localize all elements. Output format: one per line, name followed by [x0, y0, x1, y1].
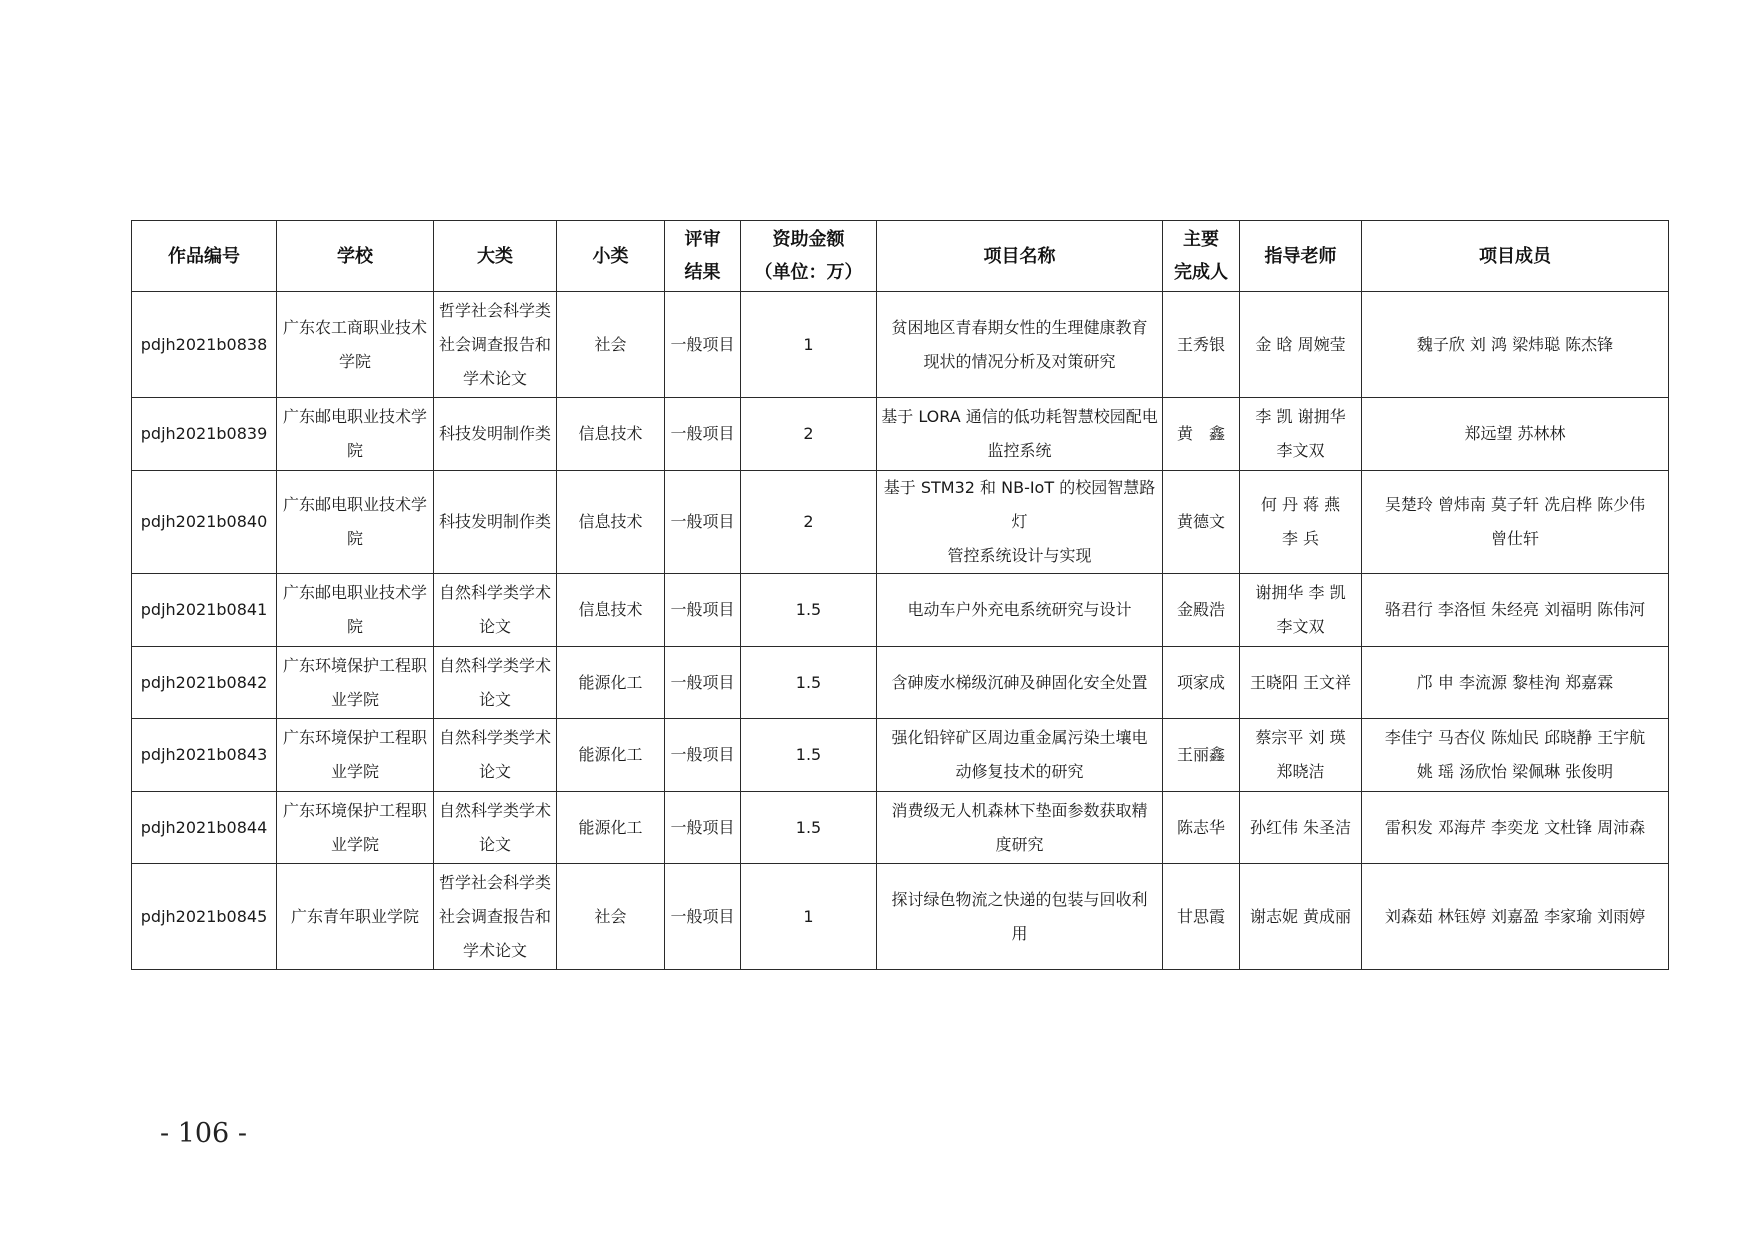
cell-amount: 1.5 [741, 719, 877, 792]
cell-category: 自然科学类学术 论文 [434, 792, 557, 864]
page-number: - 106 - [160, 1118, 247, 1149]
cell-result: 一般项目 [665, 792, 741, 864]
table-row [132, 574, 1669, 647]
cell-result: 一般项目 [665, 647, 741, 719]
header-amount: 资助金额 （单位：万） [741, 221, 877, 292]
cell-id: pdjh2021b0840 [132, 471, 277, 574]
cell-category: 科技发明制作类 [434, 398, 557, 471]
table-row [132, 792, 1669, 864]
table-header-row [132, 221, 1669, 292]
cell-result: 一般项目 [665, 864, 741, 970]
cell-id: pdjh2021b0841 [132, 574, 277, 647]
cell-result: 一般项目 [665, 719, 741, 792]
cell-result: 一般项目 [665, 574, 741, 647]
cell-result: 一般项目 [665, 398, 741, 471]
cell-members: 吴楚玲 曾炜南 莫子轩 冼启桦 陈少伟 曾仕轩 [1362, 471, 1669, 574]
header-result: 评审 结果 [665, 221, 741, 292]
cell-project: 电动车户外充电系统研究与设计 [877, 574, 1163, 647]
cell-project: 强化铅锌矿区周边重金属污染土壤电 动修复技术的研究 [877, 719, 1163, 792]
cell-leader: 王秀银 [1163, 292, 1240, 398]
cell-leader: 黄 鑫 [1163, 398, 1240, 471]
cell-subcategory: 信息技术 [557, 574, 665, 647]
cell-advisors: 谢志妮 黄成丽 [1240, 864, 1362, 970]
cell-subcategory: 能源化工 [557, 719, 665, 792]
cell-advisors: 李 凯 谢拥华 李文双 [1240, 398, 1362, 471]
cell-school: 广东青年职业学院 [277, 864, 434, 970]
cell-advisors: 何 丹 蒋 燕 李 兵 [1240, 471, 1362, 574]
cell-amount: 1 [741, 292, 877, 398]
cell-id: pdjh2021b0839 [132, 398, 277, 471]
cell-members: 李佳宁 马杏仪 陈灿民 邱晓静 王宇航 姚 瑶 汤欣怡 梁佩琳 张俊明 [1362, 719, 1669, 792]
cell-amount: 1.5 [741, 574, 877, 647]
cell-school: 广东邮电职业技术学 院 [277, 471, 434, 574]
cell-subcategory: 信息技术 [557, 471, 665, 574]
cell-members: 魏子欣 刘 鸿 梁炜聪 陈杰锋 [1362, 292, 1669, 398]
cell-amount: 1 [741, 864, 877, 970]
cell-school: 广东邮电职业技术学 院 [277, 574, 434, 647]
cell-id: pdjh2021b0842 [132, 647, 277, 719]
cell-category: 自然科学类学术 论文 [434, 574, 557, 647]
cell-members: 郑远望 苏林林 [1362, 398, 1669, 471]
cell-subcategory: 信息技术 [557, 398, 665, 471]
cell-advisors: 金 晗 周婉莹 [1240, 292, 1362, 398]
cell-advisors: 王晓阳 王文祥 [1240, 647, 1362, 719]
cell-leader: 金殿浩 [1163, 574, 1240, 647]
header-members: 项目成员 [1362, 221, 1669, 292]
cell-leader: 陈志华 [1163, 792, 1240, 864]
header-school: 学校 [277, 221, 434, 292]
cell-id: pdjh2021b0845 [132, 864, 277, 970]
header-advisors: 指导老师 [1240, 221, 1362, 292]
cell-project: 探讨绿色物流之快递的包装与回收利 用 [877, 864, 1163, 970]
project-table [131, 220, 1669, 970]
table-row [132, 647, 1669, 719]
cell-school: 广东环境保护工程职 业学院 [277, 647, 434, 719]
table-row [132, 292, 1669, 398]
table-row [132, 719, 1669, 792]
cell-project: 消费级无人机森林下垫面参数获取精 度研究 [877, 792, 1163, 864]
cell-project: 贫困地区青春期女性的生理健康教育 现状的情况分析及对策研究 [877, 292, 1163, 398]
cell-project: 基于 STM32 和 NB-IoT 的校园智慧路灯 管控系统设计与实现 [877, 471, 1163, 574]
cell-leader: 王丽鑫 [1163, 719, 1240, 792]
cell-category: 自然科学类学术 论文 [434, 719, 557, 792]
cell-members: 骆君行 李洛恒 朱经亮 刘福明 陈伟河 [1362, 574, 1669, 647]
cell-amount: 1.5 [741, 647, 877, 719]
table-row [132, 398, 1669, 471]
cell-subcategory: 社会 [557, 864, 665, 970]
header-subcategory: 小类 [557, 221, 665, 292]
cell-subcategory: 能源化工 [557, 792, 665, 864]
cell-result: 一般项目 [665, 292, 741, 398]
cell-school: 广东环境保护工程职 业学院 [277, 792, 434, 864]
cell-project: 含砷废水梯级沉砷及砷固化安全处置 [877, 647, 1163, 719]
cell-id: pdjh2021b0843 [132, 719, 277, 792]
cell-amount: 2 [741, 398, 877, 471]
header-category: 大类 [434, 221, 557, 292]
cell-subcategory: 能源化工 [557, 647, 665, 719]
cell-members: 刘森茹 林钰婷 刘嘉盈 李家瑜 刘雨婷 [1362, 864, 1669, 970]
cell-members: 雷积发 邓海芹 李奕龙 文杜锋 周沛森 [1362, 792, 1669, 864]
cell-id: pdjh2021b0838 [132, 292, 277, 398]
cell-advisors: 谢拥华 李 凯 李文双 [1240, 574, 1362, 647]
cell-id: pdjh2021b0844 [132, 792, 277, 864]
cell-category: 自然科学类学术 论文 [434, 647, 557, 719]
cell-leader: 甘思霞 [1163, 864, 1240, 970]
cell-amount: 1.5 [741, 792, 877, 864]
cell-school: 广东农工商职业技术 学院 [277, 292, 434, 398]
table-row [132, 471, 1669, 574]
cell-category: 哲学社会科学类 社会调查报告和 学术论文 [434, 292, 557, 398]
cell-leader: 黄德文 [1163, 471, 1240, 574]
cell-members: 邝 申 李流源 黎桂洵 郑嘉霖 [1362, 647, 1669, 719]
cell-advisors: 蔡宗平 刘 瑛 郑晓洁 [1240, 719, 1362, 792]
header-leader: 主要 完成人 [1163, 221, 1240, 292]
cell-project: 基于 LORA 通信的低功耗智慧校园配电 监控系统 [877, 398, 1163, 471]
cell-school: 广东邮电职业技术学 院 [277, 398, 434, 471]
cell-advisors: 孙红伟 朱圣洁 [1240, 792, 1362, 864]
header-project: 项目名称 [877, 221, 1163, 292]
cell-subcategory: 社会 [557, 292, 665, 398]
cell-leader: 项家成 [1163, 647, 1240, 719]
cell-category: 科技发明制作类 [434, 471, 557, 574]
cell-result: 一般项目 [665, 471, 741, 574]
cell-category: 哲学社会科学类 社会调查报告和 学术论文 [434, 864, 557, 970]
cell-school: 广东环境保护工程职 业学院 [277, 719, 434, 792]
table-row [132, 864, 1669, 970]
cell-amount: 2 [741, 471, 877, 574]
header-id: 作品编号 [132, 221, 277, 292]
